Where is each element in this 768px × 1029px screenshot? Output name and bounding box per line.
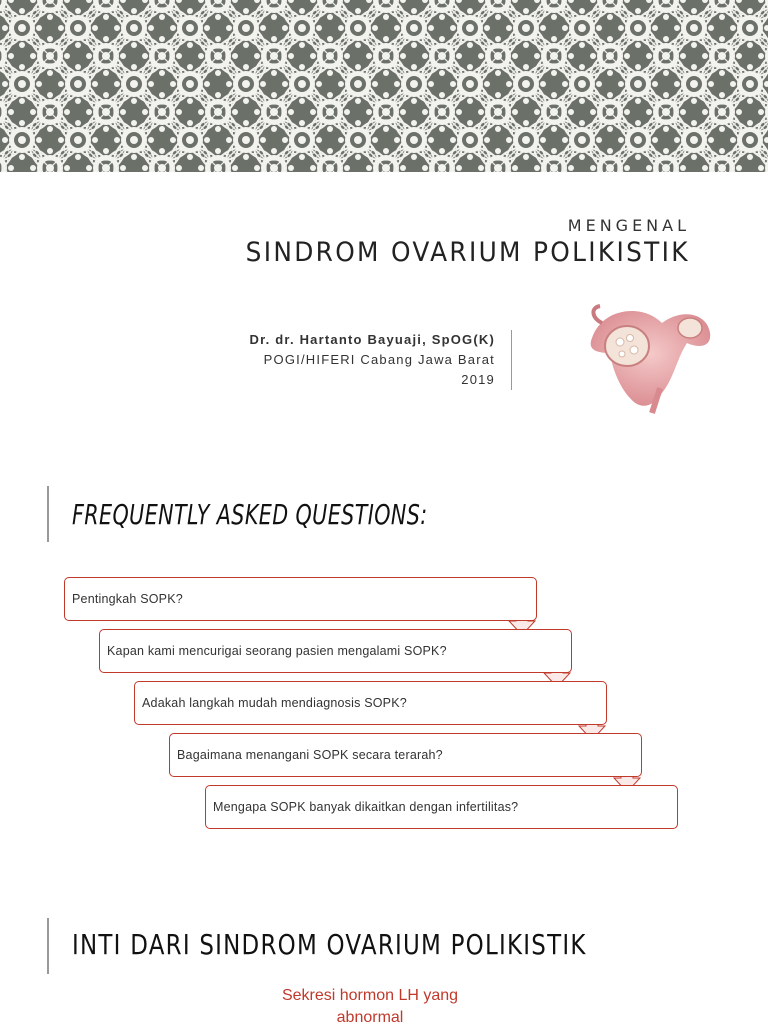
author-year: 2019: [461, 372, 495, 387]
section-title-inti: INTI DARI SINDROM OVARIUM POLIKISTIK: [72, 928, 587, 961]
highlight-line-1: Sekresi hormon LH yang: [281, 987, 459, 1004]
uterus-ovary-illustration: [582, 298, 718, 416]
highlight-text: [230, 985, 510, 1029]
batik-header-pattern: [0, 0, 768, 172]
title-small: MENGENAL: [567, 216, 690, 235]
title-block: [207, 216, 690, 268]
author-affiliation: POGI/HIFERI Cabang Jawa Barat: [263, 352, 495, 367]
faq-step-4: Bagaimana menangani SOPK secara terarah?: [169, 733, 642, 777]
page-title: SINDROM OVARIUM POLIKISTIK: [245, 237, 690, 268]
faq-step-2: Kapan kami mencurigai seorang pasien mengalami SOPK?: [99, 629, 572, 673]
faq-step-3: Adakah langkah mudah mendiagnosis SOPK?: [134, 681, 607, 725]
author-block: [250, 330, 512, 390]
faq-step-5: Mengapa SOPK banyak dikaitkan dengan infertilitas?: [205, 785, 678, 829]
highlight-line-2: abnormal: [336, 1009, 404, 1026]
faq-title: FREQUENTLY ASKED QUESTIONS:: [72, 498, 428, 531]
faq-step-1: Pentingkah SOPK?: [64, 577, 537, 621]
section-divider-bar: [47, 486, 49, 542]
section-divider-bar: [47, 918, 49, 974]
author-name: Dr. dr. Hartanto Bayuaji, SpOG(K): [249, 332, 495, 347]
